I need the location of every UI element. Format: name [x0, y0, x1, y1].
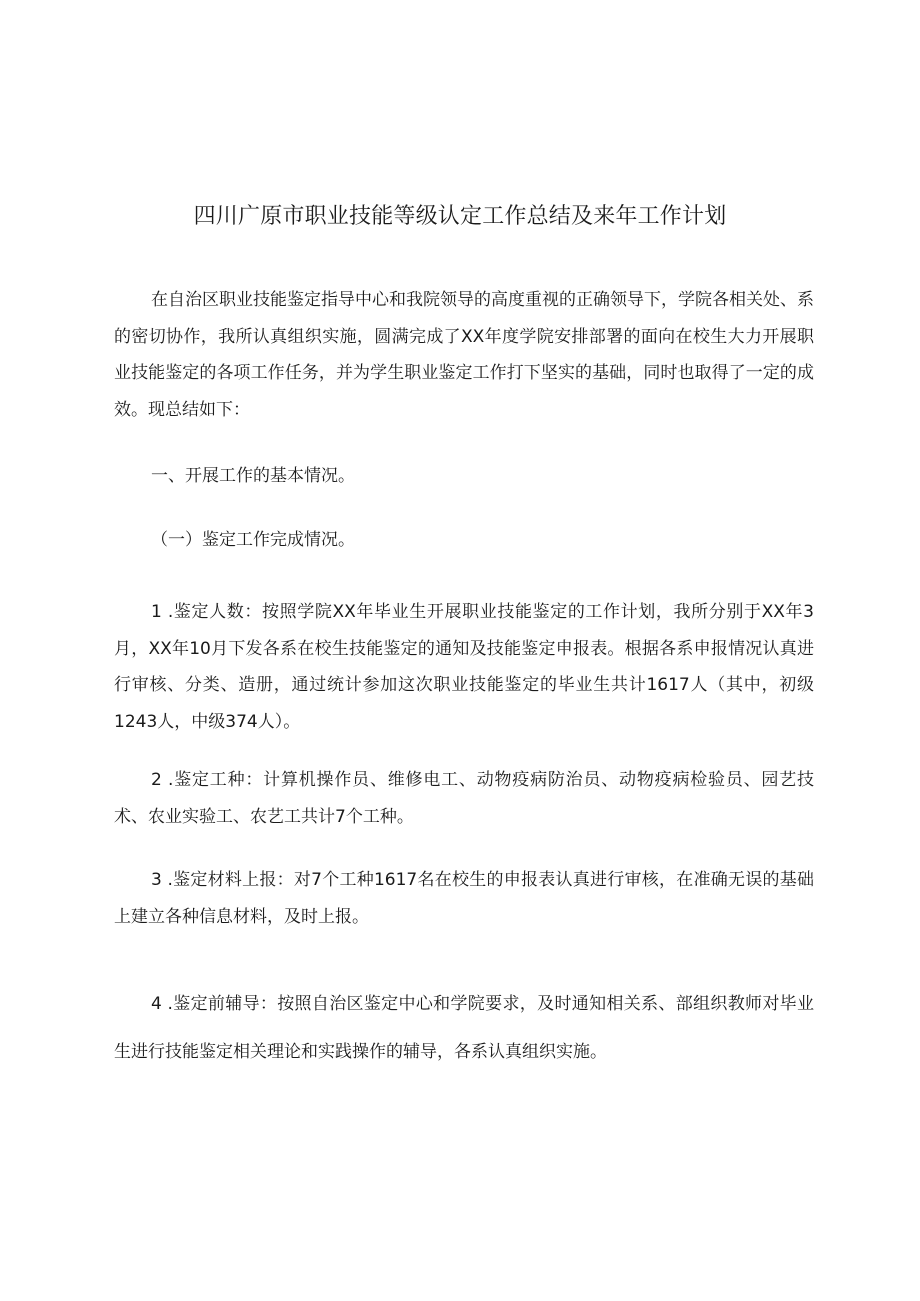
- item-appraisal-count: 1 .鉴定人数：按照学院XX年毕业生开展职业技能鉴定的工作计划，我所分别于XX年3月，XX年10月下发各系在校生技能鉴定的通知及技能鉴定申报表。根据各系申报情况认真进行审核、分类、造册，通过统计参加这次职业技能鉴定的毕业生共计1617人（其中，初级1243人，中级374人）。: [114, 602, 814, 732]
- section-heading-basic-situation: 一、开展工作的基本情况。: [151, 466, 355, 486]
- subsection-heading-completion: （一）鉴定工作完成情况。: [151, 530, 355, 550]
- item-appraisal-trades: 2 .鉴定工种：计算机操作员、维修电工、动物疫病防治员、动物疫病检验员、园艺技术、农业实验工、农艺工共计7个工种。: [114, 770, 814, 827]
- document-title: 四川广原市职业技能等级认定工作总结及来年工作计划: [193, 204, 727, 229]
- intro-paragraph: 在自治区职业技能鉴定指导中心和我院领导的高度重视的正确领导下，学院各相关处、系的密切协作，我所认真组织实施，圆满完成了XX年度学院安排部署的面向在校生大力开展职业技能鉴定的各项工作任务，并为学生职业鉴定工作打下坚实的基础，同时也取得了一定的成效。现总结如下：: [114, 290, 814, 420]
- item-pre-appraisal-tutoring: 4 .鉴定前辅导：按照自治区鉴定中心和学院要求，及时通知相关系、部组织教师对毕业生进行技能鉴定相关理论和实践操作的辅导，各系认真组织实施。: [114, 994, 814, 1062]
- item-material-reporting: 3 .鉴定材料上报：对7个工种1617名在校生的申报表认真进行审核，在准确无误的基础上建立各种信息材料，及时上报。: [114, 870, 814, 927]
